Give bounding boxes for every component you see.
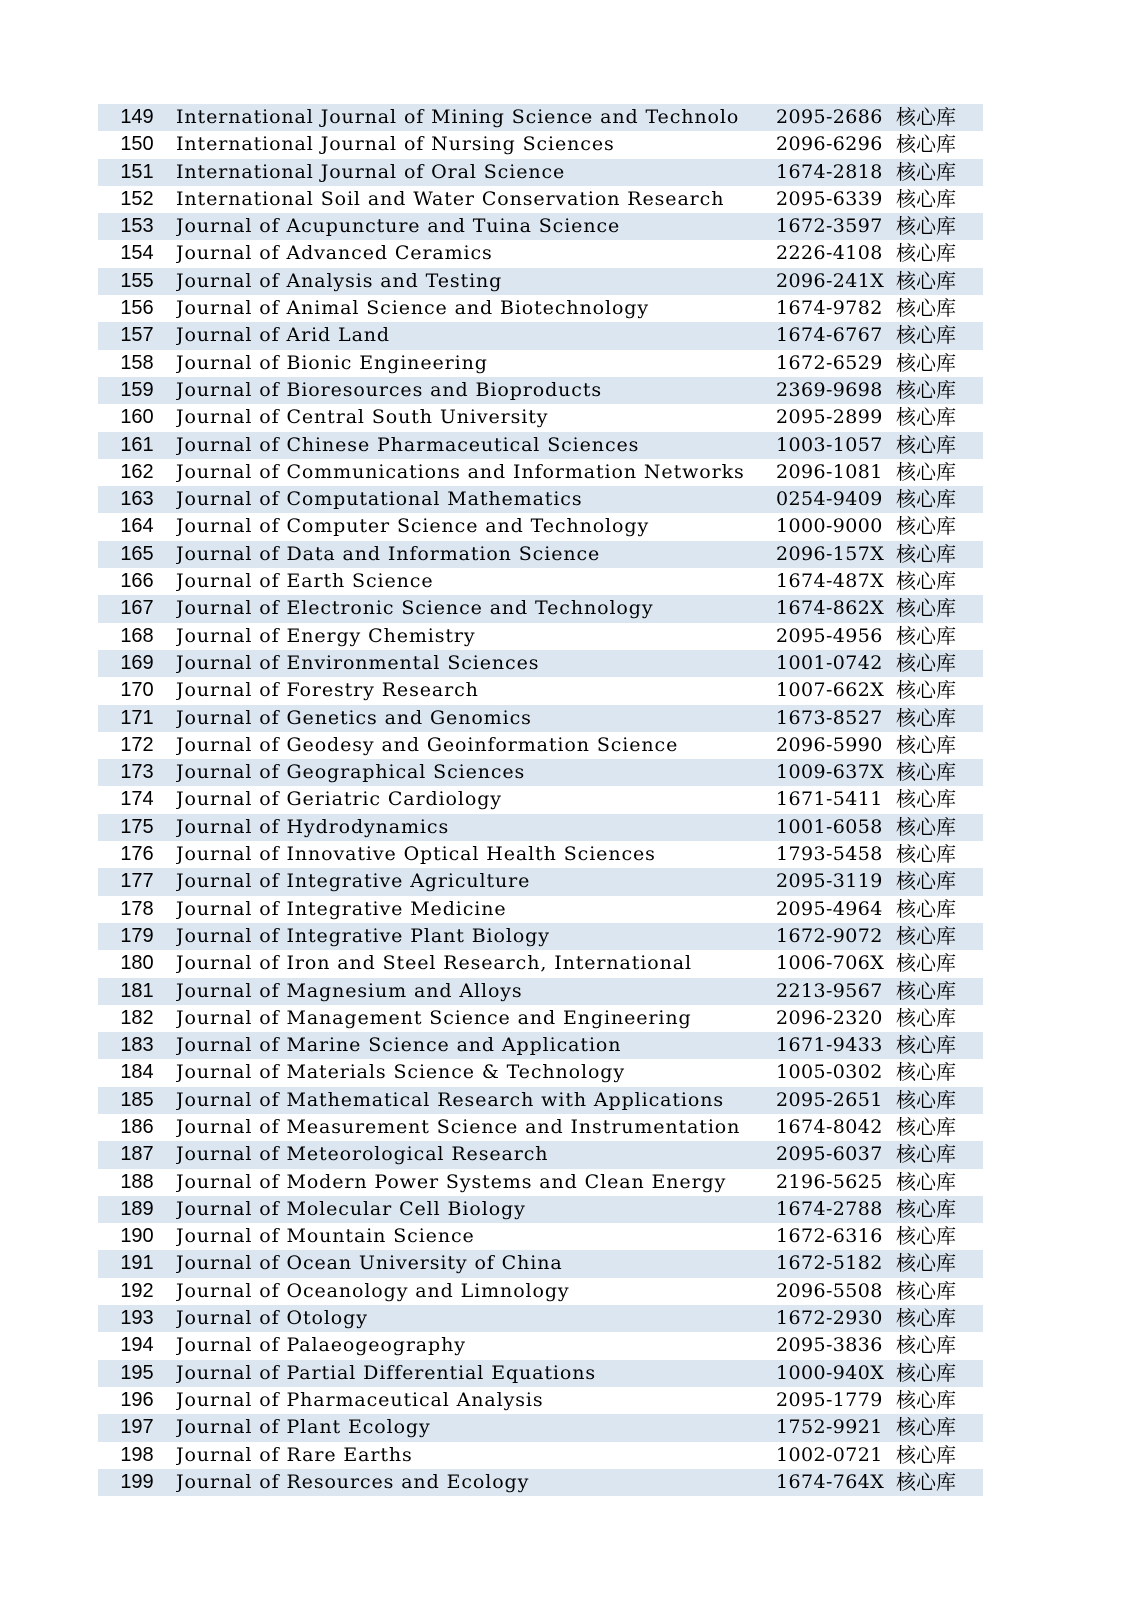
row-number: 159	[120, 378, 154, 401]
row-number: 193	[120, 1307, 154, 1330]
issn: 0254-9409	[776, 488, 883, 511]
issn: 1672-2930	[776, 1307, 883, 1330]
database-label: 核心库	[896, 241, 956, 266]
issn: 2095-6037	[776, 1143, 883, 1166]
issn: 2096-5990	[776, 733, 883, 756]
journal-table-body	[98, 104, 983, 1496]
journal-title: Journal of Iron and Steel Research, International	[176, 952, 692, 975]
database-label: 核心库	[896, 1415, 956, 1440]
issn: 2095-4956	[776, 624, 883, 647]
row-number: 199	[120, 1470, 154, 1493]
row-number: 179	[120, 924, 154, 947]
issn: 1674-862X	[776, 597, 885, 620]
table-row	[98, 1032, 983, 1059]
row-number: 154	[120, 242, 154, 265]
row-number: 178	[120, 897, 154, 920]
database-label: 核心库	[896, 377, 956, 402]
table-row	[98, 350, 983, 377]
row-number: 197	[120, 1416, 154, 1439]
table-row	[98, 513, 983, 540]
row-number: 151	[120, 160, 154, 183]
row-number: 173	[120, 761, 154, 784]
database-label: 核心库	[896, 1224, 956, 1249]
table-row	[98, 131, 983, 158]
database-label: 核心库	[896, 896, 956, 921]
row-number: 161	[120, 433, 154, 456]
database-label: 核心库	[896, 1196, 956, 1221]
issn: 1001-6058	[776, 815, 883, 838]
issn: 1672-5182	[776, 1252, 883, 1275]
table-row	[98, 1305, 983, 1332]
table-row	[98, 377, 983, 404]
journal-title: Journal of Geodesy and Geoinformation Science	[176, 733, 679, 756]
database-label: 核心库	[896, 1033, 956, 1058]
table-row	[98, 1223, 983, 1250]
row-number: 157	[120, 324, 154, 347]
issn: 1005-0302	[776, 1061, 883, 1084]
database-label: 核心库	[896, 814, 956, 839]
journal-title: Journal of Genetics and Genomics	[176, 706, 532, 729]
issn: 2095-2651	[776, 1088, 883, 1111]
row-number: 155	[120, 269, 154, 292]
row-number: 195	[120, 1361, 154, 1384]
issn: 1672-6316	[776, 1225, 883, 1248]
journal-title: Journal of Animal Science and Biotechnology	[176, 297, 649, 320]
table-row	[98, 213, 983, 240]
database-label: 核心库	[896, 760, 956, 785]
row-number: 191	[120, 1252, 154, 1275]
database-label: 核心库	[896, 951, 956, 976]
issn: 1671-9433	[776, 1034, 883, 1057]
table-row	[98, 814, 983, 841]
row-number: 177	[120, 870, 154, 893]
table-row	[98, 677, 983, 704]
journal-title: Journal of Materials Science & Technology	[176, 1061, 625, 1084]
journal-title: Journal of Magnesium and Alloys	[176, 979, 523, 1002]
table-row	[98, 459, 983, 486]
database-label: 核心库	[896, 1387, 956, 1412]
journal-title: Journal of Mountain Science	[176, 1225, 475, 1248]
journal-title: Journal of Partial Differential Equations	[176, 1361, 597, 1384]
table-row	[98, 404, 983, 431]
table-row	[98, 104, 983, 131]
journal-title: International Journal of Mining Science and Technolo	[176, 106, 740, 128]
table-row	[98, 705, 983, 732]
database-label: 核心库	[896, 541, 956, 566]
issn: 2096-1081	[776, 460, 883, 483]
issn: 1672-3597	[776, 215, 883, 238]
issn: 1671-5411	[776, 788, 883, 811]
issn: 2095-1779	[776, 1388, 883, 1411]
row-number: 198	[120, 1443, 154, 1466]
journal-title: Journal of Electronic Science and Technology	[176, 597, 654, 620]
row-number: 150	[120, 133, 154, 156]
issn: 1674-2818	[776, 160, 883, 183]
journal-title: Journal of Communications and Information Networks	[176, 460, 745, 483]
table-row	[98, 1196, 983, 1223]
journal-title: Journal of Geographical Sciences	[176, 761, 526, 784]
row-number: 175	[120, 815, 154, 838]
row-number: 170	[120, 679, 154, 702]
database-label: 核心库	[896, 1169, 956, 1194]
database-label: 核心库	[896, 623, 956, 648]
database-label: 核心库	[896, 1142, 956, 1167]
row-number: 153	[120, 215, 154, 238]
journal-title: Journal of Oceanology and Limnology	[176, 1279, 570, 1302]
journal-title: Journal of Rare Earths	[176, 1443, 413, 1466]
database-label: 核心库	[896, 842, 956, 867]
database-label: 核心库	[896, 787, 956, 812]
journal-title: Journal of Bioresources and Bioproducts	[176, 378, 603, 401]
journal-title: Journal of Integrative Medicine	[176, 897, 507, 920]
journal-title: Journal of Arid Land	[176, 324, 390, 347]
issn: 1674-8042	[776, 1115, 883, 1138]
table-row	[98, 159, 983, 186]
issn: 1007-662X	[776, 679, 885, 702]
journal-title: Journal of Computer Science and Technology	[176, 515, 650, 538]
journal-title: Journal of Integrative Plant Biology	[176, 924, 550, 947]
table-row	[98, 1414, 983, 1441]
database-label: 核心库	[896, 1114, 956, 1139]
database-label: 核心库	[896, 1278, 956, 1303]
journal-title: International Journal of Nursing Sciences	[176, 133, 615, 156]
issn: 1674-2788	[776, 1197, 883, 1220]
issn: 2096-2320	[776, 1006, 883, 1029]
journal-title: Journal of Resources and Ecology	[176, 1470, 530, 1493]
journal-title: Journal of Bionic Engineering	[176, 351, 488, 374]
issn: 2095-3119	[776, 870, 883, 893]
journal-title: Journal of Integrative Agriculture	[176, 870, 531, 893]
row-number: 158	[120, 351, 154, 374]
journal-title: Journal of Central South University	[176, 406, 549, 429]
issn: 1001-0742	[776, 651, 883, 674]
table-row	[98, 1332, 983, 1359]
database-label: 核心库	[896, 350, 956, 375]
row-number: 192	[120, 1279, 154, 1302]
journal-title: International Soil and Water Conservation Research	[176, 187, 725, 210]
table-row	[98, 1005, 983, 1032]
database-label: 核心库	[896, 159, 956, 184]
issn: 2096-157X	[776, 542, 885, 565]
database-label: 核心库	[896, 296, 956, 321]
issn: 2095-6339	[776, 187, 883, 210]
issn: 2096-5508	[776, 1279, 883, 1302]
issn: 1674-487X	[776, 570, 885, 593]
journal-title: Journal of Management Science and Engineering	[176, 1006, 692, 1029]
issn: 1674-764X	[776, 1470, 885, 1493]
journal-title: Journal of Innovative Optical Health Sciences	[176, 843, 656, 866]
row-number: 196	[120, 1388, 154, 1411]
database-label: 核心库	[896, 1333, 956, 1358]
issn: 2213-9567	[776, 979, 883, 1002]
table-row	[98, 1278, 983, 1305]
issn: 1672-9072	[776, 924, 883, 947]
row-number: 166	[120, 570, 154, 593]
row-number: 167	[120, 597, 154, 620]
database-label: 核心库	[896, 132, 956, 157]
table-row	[98, 322, 983, 349]
issn: 1006-706X	[776, 952, 885, 975]
row-number: 152	[120, 187, 154, 210]
table-row	[98, 268, 983, 295]
journal-title: International Journal of Oral Science	[176, 160, 566, 183]
row-number: 183	[120, 1034, 154, 1057]
journal-title: Journal of Data and Information Science	[176, 542, 601, 565]
row-number: 188	[120, 1170, 154, 1193]
journal-title: Journal of Earth Science	[176, 570, 434, 593]
table-row	[98, 1360, 983, 1387]
database-label: 核心库	[896, 869, 956, 894]
table-row	[98, 650, 983, 677]
table-row	[98, 1087, 983, 1114]
journal-title: Journal of Mathematical Research with Applications	[176, 1088, 725, 1111]
database-label: 核心库	[896, 1469, 956, 1494]
table-row	[98, 1442, 983, 1469]
row-number: 182	[120, 1006, 154, 1029]
journal-title: Journal of Computational Mathematics	[176, 488, 583, 511]
journal-title: Journal of Advanced Ceramics	[176, 242, 493, 265]
issn: 2096-6296	[776, 133, 883, 156]
row-number: 171	[120, 706, 154, 729]
database-label: 核心库	[896, 487, 956, 512]
journal-title: Journal of Meteorological Research	[176, 1143, 549, 1166]
journal-title: Journal of Pharmaceutical Analysis	[176, 1388, 544, 1411]
issn: 1674-6767	[776, 324, 883, 347]
issn: 2096-241X	[776, 269, 885, 292]
journal-title: Journal of Otology	[176, 1307, 368, 1330]
database-label: 核心库	[896, 432, 956, 457]
row-number: 169	[120, 651, 154, 674]
database-label: 核心库	[896, 705, 956, 730]
database-label: 核心库	[896, 105, 956, 129]
row-number: 176	[120, 843, 154, 866]
row-number: 185	[120, 1088, 154, 1111]
row-number: 165	[120, 542, 154, 565]
journal-title: Journal of Plant Ecology	[176, 1416, 431, 1439]
journal-title: Journal of Marine Science and Application	[176, 1034, 622, 1057]
row-number: 156	[120, 297, 154, 320]
table-row	[98, 1141, 983, 1168]
database-label: 核心库	[896, 1060, 956, 1085]
row-number: 149	[120, 106, 154, 128]
issn: 1009-637X	[776, 761, 885, 784]
table-row	[98, 595, 983, 622]
database-label: 核心库	[896, 650, 956, 675]
database-label: 核心库	[896, 732, 956, 757]
issn: 2095-2899	[776, 406, 883, 429]
row-number: 189	[120, 1197, 154, 1220]
row-number: 174	[120, 788, 154, 811]
row-number: 163	[120, 488, 154, 511]
table-row	[98, 1059, 983, 1086]
journal-title: Journal of Hydrodynamics	[176, 815, 450, 838]
table-row	[98, 1114, 983, 1141]
database-label: 核心库	[896, 186, 956, 211]
issn: 1674-9782	[776, 297, 883, 320]
journal-title: Journal of Molecular Cell Biology	[176, 1197, 526, 1220]
database-label: 核心库	[896, 569, 956, 594]
issn: 1000-9000	[776, 515, 883, 538]
issn: 2095-4964	[776, 897, 883, 920]
journal-table	[98, 104, 983, 1496]
issn: 1793-5458	[776, 843, 883, 866]
journal-title: Journal of Chinese Pharmaceutical Sciences	[176, 433, 640, 456]
row-number: 187	[120, 1143, 154, 1166]
issn: 2196-5625	[776, 1170, 883, 1193]
journal-title: Journal of Palaeogeography	[176, 1334, 466, 1357]
table-row	[98, 896, 983, 923]
table-row	[98, 1250, 983, 1277]
database-label: 核心库	[896, 596, 956, 621]
row-number: 186	[120, 1115, 154, 1138]
database-label: 核心库	[896, 1087, 956, 1112]
table-row	[98, 432, 983, 459]
row-number: 164	[120, 515, 154, 538]
database-label: 核心库	[896, 1306, 956, 1331]
table-row	[98, 1387, 983, 1414]
issn: 1000-940X	[776, 1361, 885, 1384]
database-label: 核心库	[896, 323, 956, 348]
row-number: 190	[120, 1225, 154, 1248]
row-number: 168	[120, 624, 154, 647]
database-label: 核心库	[896, 1442, 956, 1467]
journal-title: Journal of Analysis and Testing	[176, 269, 503, 292]
database-label: 核心库	[896, 1251, 956, 1276]
issn: 2095-3836	[776, 1334, 883, 1357]
table-row	[98, 786, 983, 813]
row-number: 181	[120, 979, 154, 1002]
journal-title: Journal of Environmental Sciences	[176, 651, 540, 674]
row-number: 172	[120, 733, 154, 756]
table-row	[98, 486, 983, 513]
table-row	[98, 541, 983, 568]
row-number: 160	[120, 406, 154, 429]
database-label: 核心库	[896, 405, 956, 430]
table-row	[98, 295, 983, 322]
journal-title: Journal of Acupuncture and Tuina Science	[176, 215, 621, 238]
table-row	[98, 978, 983, 1005]
issn: 1003-1057	[776, 433, 883, 456]
row-number: 180	[120, 952, 154, 975]
table-row	[98, 732, 983, 759]
database-label: 核心库	[896, 268, 956, 293]
journal-title: Journal of Measurement Science and Instrumentation	[176, 1115, 741, 1138]
database-label: 核心库	[896, 1360, 956, 1385]
database-label: 核心库	[896, 214, 956, 239]
table-row	[98, 1469, 983, 1496]
table-row	[98, 923, 983, 950]
table-row	[98, 950, 983, 977]
table-row	[98, 868, 983, 895]
journal-title: Journal of Geriatric Cardiology	[176, 788, 502, 811]
table-row	[98, 759, 983, 786]
database-label: 核心库	[896, 678, 956, 703]
issn: 1673-8527	[776, 706, 883, 729]
database-label: 核心库	[896, 459, 956, 484]
database-label: 核心库	[896, 923, 956, 948]
issn: 2226-4108	[776, 242, 883, 265]
table-row	[98, 568, 983, 595]
row-number: 162	[120, 460, 154, 483]
journal-title: Journal of Modern Power Systems and Clean Energy	[176, 1170, 727, 1193]
row-number: 184	[120, 1061, 154, 1084]
issn: 1002-0721	[776, 1443, 883, 1466]
table-row	[98, 1169, 983, 1196]
database-label: 核心库	[896, 978, 956, 1003]
issn: 1752-9921	[776, 1416, 883, 1439]
database-label: 核心库	[896, 1005, 956, 1030]
issn: 2369-9698	[776, 378, 883, 401]
journal-title: Journal of Forestry Research	[176, 679, 479, 702]
table-row	[98, 841, 983, 868]
row-number: 194	[120, 1334, 154, 1357]
journal-title: Journal of Ocean University of China	[176, 1252, 563, 1275]
issn: 2095-2686	[776, 106, 883, 128]
issn: 1672-6529	[776, 351, 883, 374]
table-row	[98, 186, 983, 213]
table-row	[98, 240, 983, 267]
database-label: 核心库	[896, 514, 956, 539]
table-row	[98, 623, 983, 650]
journal-title: Journal of Energy Chemistry	[176, 624, 476, 647]
